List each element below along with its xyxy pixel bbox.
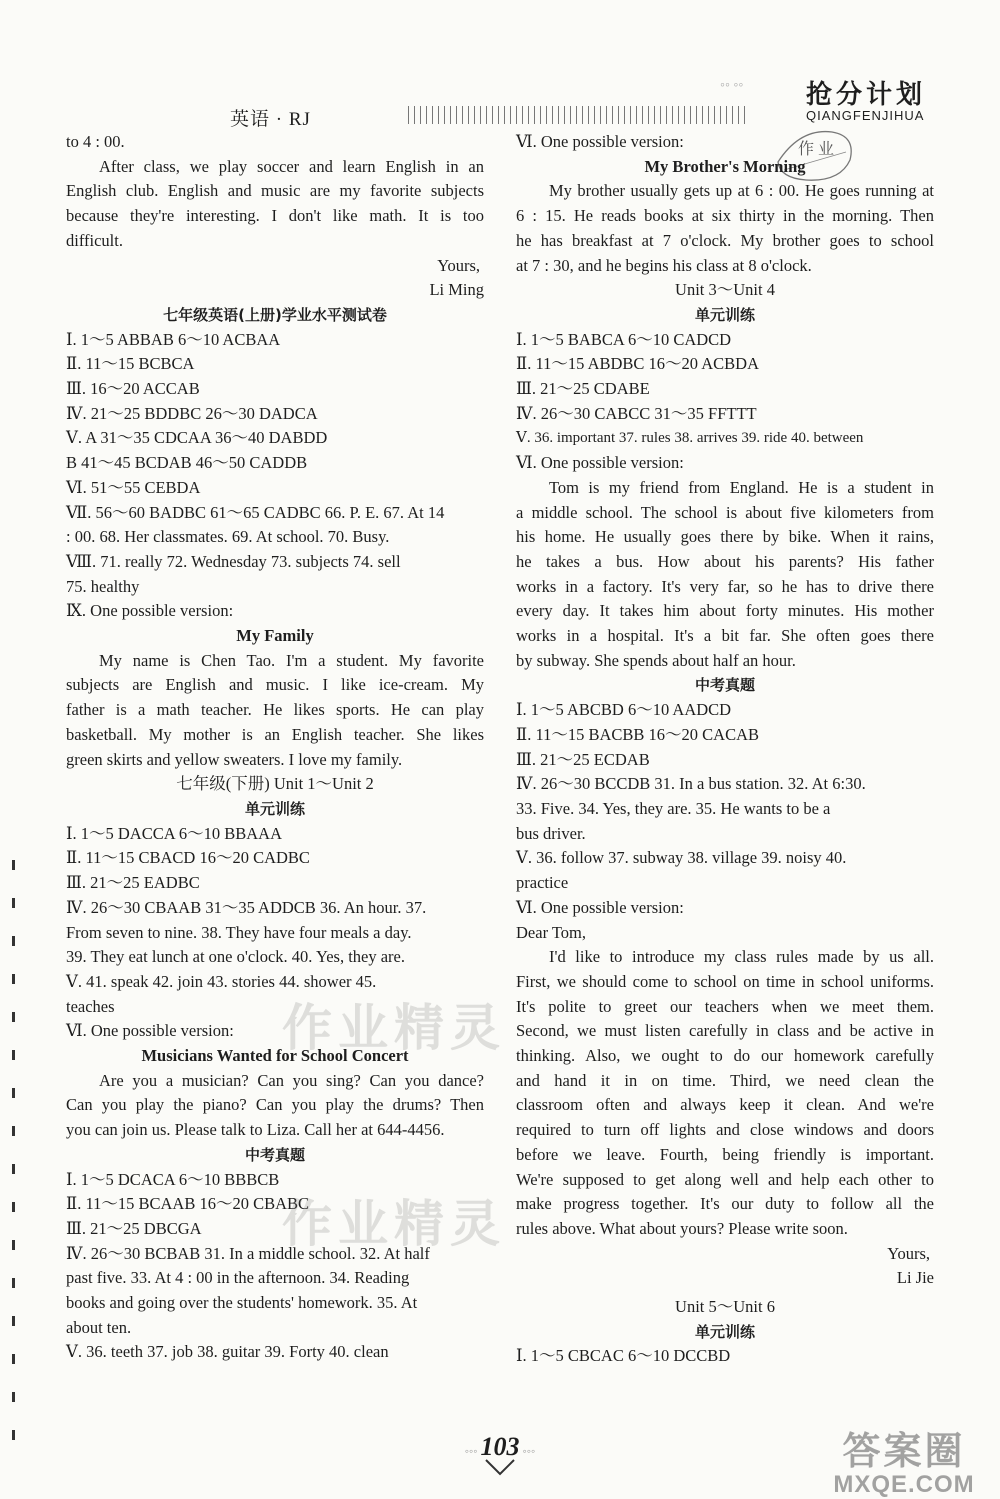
text-line: basketball. My mother is an English teacher. She likes [66, 724, 484, 744]
answer-line: Ⅷ. 71. really 72. Wednesday 73. subjects 74. sell [66, 551, 401, 571]
answer-line: Ⅲ. 21～25 ECDAB [516, 749, 650, 769]
answer-line: Ⅱ. 11～15 BACBB 16～20 CACAB [516, 724, 760, 744]
answer-line: Ⅳ. 26～30 BCCDB 31. In a bus station. 32. At 6:30. [516, 774, 866, 794]
answer-line: Ⅳ. 21～25 BDDBC 26～30 DADCA [66, 403, 318, 423]
answer-line: Ⅰ. 1～5 DACCA 6～10 BBAAA [66, 823, 282, 843]
text-line: classroom often and always keep it clean. And we're [516, 1095, 934, 1115]
left-column [66, 130, 484, 1365]
watermark-logo-url: MXQE.COM [833, 1471, 975, 1498]
answer-line: Ⅲ. 16～20 ACCAB [66, 379, 200, 399]
text-line: works in a factory. It's very far, so he has to drive there [516, 576, 934, 596]
answer-line: 39. They eat lunch at one o'clock. 40. Yes, they are. [66, 947, 405, 967]
text-line: Tom is my friend from England. He is a student in [549, 477, 934, 497]
subsection-heading: 中考真题 [694, 676, 755, 695]
answer-line: : 00. 68. Her classmates. 69. At school. 70. Busy. [66, 527, 390, 547]
answer-line: practice [516, 873, 569, 893]
site-watermark-logo [818, 1420, 990, 1499]
scan-edge-marks [12, 860, 15, 1460]
subsection-heading: 单元训练 [694, 305, 755, 324]
answer-line: Ⅰ. 1～5 CBCAC 6～10 DCCBD [516, 1346, 731, 1366]
text-line: First, we should come to school on time in school uniforms. [516, 971, 934, 991]
text-line: every day. It takes him about forty minutes. His mother [516, 601, 934, 621]
text-line: rules above. What about yours? Please write soon. [516, 1218, 848, 1238]
answer-line: Ⅲ. 21～25 CDABE [516, 379, 650, 399]
text-line: difficult. [66, 230, 123, 250]
answer-line: Ⅴ. 36. follow 37. subway 38. village 39. noisy 40. [516, 848, 847, 868]
answer-line: past five. 33. At 4 : 00 in the afternoon. 34. Reading [66, 1268, 410, 1288]
letter-signature: Li Ming [429, 280, 484, 300]
answer-line: 33. Five. 34. Yes, they are. 35. He wants to be a [516, 798, 831, 818]
header-ornament: ◦◦ ◦◦ [720, 78, 744, 93]
answer-line: about ten. [66, 1317, 132, 1337]
text-line: It's polite to greet our teachers when we meet them. [516, 996, 934, 1016]
text-line: you can join us. Please talk to Liza. Call her at 644-4456. [66, 1120, 445, 1140]
chevron-down-icon [484, 1458, 516, 1478]
text-line: his home. He usually goes there by bike. When it rains, [516, 527, 934, 547]
text-line: Are you a musician? Can you sing? Can you dance? [99, 1070, 484, 1090]
text-line: because they're interesting. I don't like math. It is too [66, 206, 484, 226]
answer-line: Ⅱ. 11～15 ABDBC 16～20 ACBDA [516, 354, 760, 374]
text-line: before we leave. Fourth, being friendly is important. [516, 1144, 934, 1164]
text-line: Second, we must listen carefully in class and be active in [516, 1021, 934, 1041]
answer-line: Ⅲ. 21～25 EADBC [66, 873, 200, 893]
answer-line: Ⅰ. 1～5 ABCBD 6～10 AADCD [516, 700, 732, 720]
letter-signature: Li Jie [896, 1268, 934, 1288]
text-line: English club. English and music are my favorite subjects [66, 181, 484, 201]
text-line: at 7 : 30, and he begins his class at 8 o'clock. [516, 255, 812, 275]
text-line: to 4 : 00. [66, 132, 125, 151]
answer-line: Ⅴ. A 31～35 CDCAA 36～40 DABDD [66, 428, 328, 448]
letter-closing: Yours, [887, 1243, 930, 1263]
watermark-text: 作业精灵 [282, 1195, 506, 1253]
answer-line: Ⅱ. 11～15 BCAAB 16～20 CBABC [66, 1194, 310, 1214]
letter-greeting: Dear Tom, [516, 922, 587, 942]
text-line: We're supposed to get along well and help each other to [516, 1169, 934, 1189]
answer-line: Ⅴ. 36. important 37. rules 38. arrives 39. ride 40. between [516, 430, 864, 447]
page-number-text: 103 [480, 1432, 520, 1461]
subsection-heading: 单元训练 [244, 799, 305, 818]
answer-line: Ⅳ. 26～30 BCBAB 31. In a middle school. 32. At half [66, 1243, 430, 1263]
header-rule [408, 106, 748, 124]
text-line: 6 : 15. He reads books at six thirty in the morning. Then [516, 206, 934, 226]
text-line: by subway. She spends about half an hour. [516, 650, 796, 670]
answer-line: Ⅵ. One possible version: [516, 897, 684, 917]
answer-line: Ⅳ. 26～30 CBAAB 31～35 ADDCB 36. An hour. 37. [66, 897, 427, 917]
subsection-heading: 中考真题 [244, 1145, 305, 1164]
brand-pinyin: QIANGFENJIHUA [806, 108, 925, 123]
text-line: My name is Chen Tao. I'm a student. My favorite [99, 650, 484, 670]
answer-line: Ⅰ. 1～5 BABCA 6～10 CADCD [516, 329, 732, 349]
ornament-icon: ◦◦◦ [519, 1444, 536, 1458]
text-line: make progress together. It's our duty to follow all the [516, 1194, 934, 1214]
ornament-icon: ◦◦◦ [464, 1444, 481, 1458]
text-line: required to turn off lights and close windows and doors [516, 1120, 934, 1140]
text-line: I'd like to introduce my class rules made by us all. [549, 947, 934, 967]
answer-line: books and going over the students' homework. 35. At [66, 1293, 418, 1313]
answer-line: Ⅵ. 51～55 CEBDA [66, 477, 201, 497]
answer-line: From seven to nine. 38. They have four meals a day. [66, 922, 412, 942]
right-column [516, 130, 934, 1369]
watermark-text: 作业精灵 [282, 999, 506, 1057]
watermark-logo-text: 答案圈 [842, 1429, 966, 1473]
svg-text:作: 作 [798, 139, 815, 158]
page-number [440, 1432, 560, 1462]
answer-line: Ⅴ. 41. speak 42. join 43. stories 44. shower 45. [66, 971, 377, 991]
text-line: Can you play the piano? Can you play the drums? Then [66, 1095, 484, 1115]
text-line: father is a math teacher. He likes sports. He can play [66, 700, 484, 720]
answer-line: Ⅱ. 11～15 BCBCA [66, 354, 195, 374]
answer-line: teaches [66, 996, 115, 1016]
text-line: works in a hospital. It's a bit far. She often goes there [516, 626, 934, 646]
essay-title: My Brother's Morning [644, 156, 806, 176]
answer-line: Ⅴ. 36. teeth 37. job 38. guitar 39. Forty 40. clean [66, 1342, 389, 1362]
answer-line: Ⅰ. 1～5 ABBAB 6～10 ACBAA [66, 329, 281, 349]
answer-line: Ⅵ. One possible version: [516, 453, 684, 473]
subsection-heading: 单元训练 [694, 1322, 755, 1341]
text-line: and hand it in on time. Third, we need clean the [516, 1070, 934, 1090]
answer-line: bus driver. [516, 823, 586, 843]
brand-title: 抢分计划 [806, 80, 927, 110]
subject-label: 英语 · RJ [230, 109, 311, 130]
section-heading: 七年级(下册) Unit 1～Unit 2 [176, 774, 374, 794]
text-line: subjects are English and music. I like ice-cream. My [66, 675, 484, 695]
answer-line: Ⅸ. One possible version: [66, 601, 234, 621]
text-line: green skirts and yellow sweaters. I love my family. [66, 749, 403, 769]
section-heading: 七年级英语(上册)学业水平测试卷 [163, 305, 387, 324]
answer-line: Ⅵ. One possible version: [66, 1021, 234, 1041]
answer-line: Ⅶ. 56～60 BADBC 61～65 CADBC 66. P. E. 67. At 14 [66, 502, 445, 522]
answer-line: Ⅲ. 21～25 DBCGA [66, 1218, 202, 1238]
svg-text:业: 业 [818, 139, 835, 158]
text-line: My brother usually gets up at 6 : 00. He goes running at [549, 181, 934, 201]
answer-line: Ⅰ. 1～5 DCACA 6～10 BBBCB [66, 1169, 280, 1189]
answer-line: 75. healthy [66, 576, 140, 596]
text-line: he has breakfast at 7 o'clock. My brother goes to school [516, 230, 934, 250]
answer-line: Ⅳ. 26～30 CABCC 31～35 FFTTT [516, 403, 757, 423]
section-heading: Unit 5～Unit 6 [675, 1297, 775, 1317]
text-line: After class, we play soccer and learn English in an [99, 156, 484, 176]
text-line: a middle school. The school is about five kilometers from [516, 502, 934, 522]
text-line: he takes a bus. How about his parents? His father [516, 551, 934, 571]
text-line: thinking. Also, we ought to do our homework carefully [516, 1046, 934, 1066]
section-heading: Unit 3～Unit 4 [675, 280, 775, 300]
answer-line: Ⅱ. 11～15 CBACD 16～20 CADBC [66, 848, 310, 868]
letter-closing: Yours, [437, 255, 480, 275]
answer-line: B 41～45 BCDAB 46～50 CADDB [66, 453, 308, 473]
answer-line: Ⅵ. One possible version: [516, 132, 684, 151]
essay-title: My Family [236, 626, 314, 646]
essay-title: Musicians Wanted for School Concert [141, 1046, 409, 1066]
